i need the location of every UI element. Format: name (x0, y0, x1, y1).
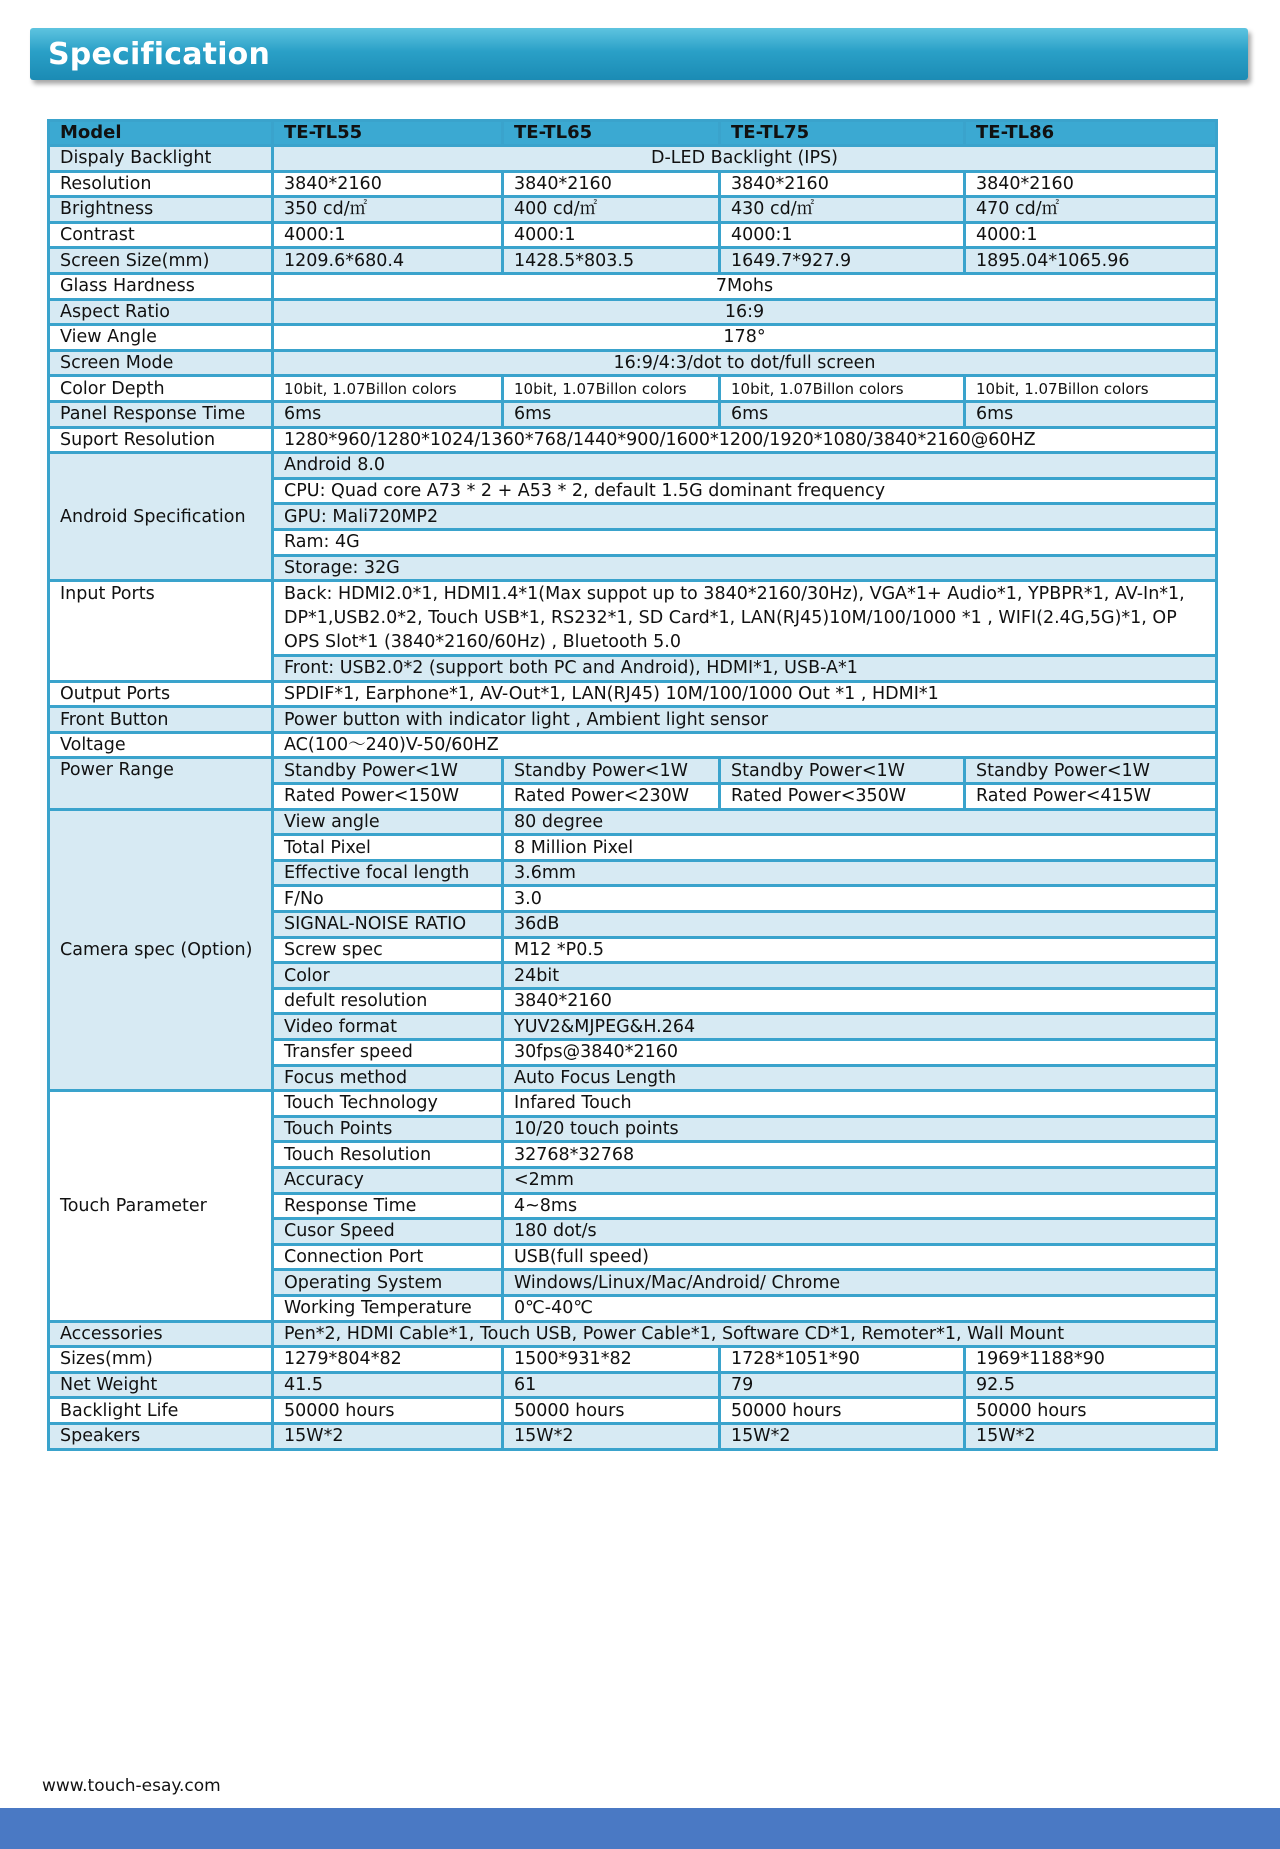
page-title: Specification (48, 37, 271, 72)
row-label: Speakers (49, 1423, 273, 1449)
cell-value: 4000:1 (720, 222, 965, 248)
table-row (49, 1372, 1217, 1398)
row-label: Aspect Ratio (49, 299, 273, 325)
cell-value: 1500*931*82 (503, 1347, 720, 1373)
camera-value: 8 Million Pixel (503, 835, 1217, 861)
table-row (49, 707, 1217, 733)
android-item: Storage: 32G (273, 555, 1217, 581)
cell-value: 10bit, 1.07Billon colors (965, 376, 1217, 402)
touch-value: <2mm (503, 1167, 1217, 1193)
row-label: Accessories (49, 1321, 273, 1347)
row-label: Contrast (49, 222, 273, 248)
camera-key: defult resolution (273, 988, 503, 1014)
row-value: AC(100～240)V-50/60HZ (273, 732, 1217, 758)
camera-key: Color (273, 963, 503, 989)
row-value: 7Mohs (273, 273, 1217, 299)
cell-value: Rated Power<350W (720, 784, 965, 810)
row-label: Screen Mode (49, 350, 273, 376)
cell-value: 15W*2 (965, 1423, 1217, 1449)
cell-value: 50000 hours (273, 1398, 503, 1424)
row-value: 1280*960/1280*1024/1360*768/1440*900/1600*1200/1920*1080/3840*2160@60HZ (273, 427, 1217, 453)
cell-value: 400 cd/㎡ (503, 197, 720, 223)
table-row (49, 581, 1217, 656)
android-item: Ram: 4G (273, 529, 1217, 555)
cell-value: 50000 hours (965, 1398, 1217, 1424)
table-row (49, 222, 1217, 248)
footer-bar (0, 1808, 1280, 1849)
camera-key: Screw spec (273, 937, 503, 963)
cell-value: 1428.5*803.5 (503, 248, 720, 274)
table-row (49, 427, 1217, 453)
cell-value: 10bit, 1.07Billon colors (720, 376, 965, 402)
row-label: Android Specification (49, 453, 273, 581)
footer-website-link[interactable]: www.touch-esay.com (42, 1776, 221, 1796)
table-row (49, 1398, 1217, 1424)
row-label: Backlight Life (49, 1398, 273, 1424)
specification-table (47, 119, 1218, 1451)
cell-value: 430 cd/㎡ (720, 197, 965, 223)
cell-value: Rated Power<230W (503, 784, 720, 810)
camera-value: 3840*2160 (503, 988, 1217, 1014)
touch-value: 180 dot/s (503, 1219, 1217, 1245)
touch-key: Touch Technology (273, 1091, 503, 1117)
cell-value: 1649.7*927.9 (720, 248, 965, 274)
cell-value: 6ms (965, 401, 1217, 427)
row-label: Camera spec (Option) (49, 809, 273, 1091)
row-value: 16:9/4:3/dot to dot/full screen (273, 350, 1217, 376)
android-item: CPU: Quad core A73 * 2 + A53 * 2, default 1.5G dominant frequency (273, 478, 1217, 504)
android-item: Android 8.0 (273, 453, 1217, 479)
cell-value: 79 (720, 1372, 965, 1398)
table-row (49, 453, 1217, 479)
row-value: D-LED Backlight (IPS) (273, 146, 1217, 172)
row-label: Front Button (49, 707, 273, 733)
cell-value: 92.5 (965, 1372, 1217, 1398)
header-model: Model (49, 121, 273, 146)
table-row (49, 146, 1217, 172)
camera-key: Transfer speed (273, 1040, 503, 1066)
row-label: Brightness (49, 197, 273, 223)
row-label: Input Ports (49, 581, 273, 682)
camera-key: Total Pixel (273, 835, 503, 861)
touch-value: 10/20 touch points (503, 1116, 1217, 1142)
table-row (49, 248, 1217, 274)
cell-value: 1209.6*680.4 (273, 248, 503, 274)
header-model-1: TE-TL55 (273, 121, 503, 146)
cell-value: 10bit, 1.07Billon colors (503, 376, 720, 402)
row-label: Panel Response Time (49, 401, 273, 427)
touch-key: Response Time (273, 1193, 503, 1219)
android-item: GPU: Mali720MP2 (273, 504, 1217, 530)
row-label: Sizes(mm) (49, 1347, 273, 1373)
touch-value: Windows/Linux/Mac/Android/ Chrome (503, 1270, 1217, 1296)
cell-value: 3840*2160 (720, 171, 965, 197)
cell-value: 50000 hours (720, 1398, 965, 1424)
row-label: Voltage (49, 732, 273, 758)
header-model-2: TE-TL65 (503, 121, 720, 146)
table-header-row (49, 121, 1217, 146)
camera-key: F/No (273, 886, 503, 912)
cell-value: Rated Power<150W (273, 784, 503, 810)
cell-value: Rated Power<415W (965, 784, 1217, 810)
table-row (49, 299, 1217, 325)
cell-value: Standby Power<1W (720, 758, 965, 784)
row-label: Suport Resolution (49, 427, 273, 453)
touch-key: Touch Resolution (273, 1142, 503, 1168)
cell-value: 1279*804*82 (273, 1347, 503, 1373)
cell-value: 4000:1 (965, 222, 1217, 248)
camera-value: 24bit (503, 963, 1217, 989)
cell-value: 6ms (720, 401, 965, 427)
cell-value: 4000:1 (273, 222, 503, 248)
touch-key: Working Temperature (273, 1295, 503, 1321)
touch-value: 4~8ms (503, 1193, 1217, 1219)
cell-value: 6ms (503, 401, 720, 427)
cell-value: 1728*1051*90 (720, 1347, 965, 1373)
table-row (49, 681, 1217, 707)
cell-value: 4000:1 (503, 222, 720, 248)
table-row (49, 197, 1217, 223)
cell-value: 1969*1188*90 (965, 1347, 1217, 1373)
table-row (49, 1423, 1217, 1449)
cell-value: 3840*2160 (273, 171, 503, 197)
camera-key: Focus method (273, 1065, 503, 1091)
row-value: SPDIF*1, Earphone*1, AV-Out*1, LAN(RJ45) 10M/100/1000 Out *1 , HDMI*1 (273, 681, 1217, 707)
cell-value: 470 cd/㎡ (965, 197, 1217, 223)
cell-value: 1895.04*1065.96 (965, 248, 1217, 274)
camera-key: Effective focal length (273, 860, 503, 886)
row-label: Power Range (49, 758, 273, 809)
row-value: Pen*2, HDMI Cable*1, Touch USB, Power Cable*1, Software CD*1, Remoter*1, Wall Mount (273, 1321, 1217, 1347)
camera-value: 30fps@3840*2160 (503, 1040, 1217, 1066)
touch-value: USB(full speed) (503, 1244, 1217, 1270)
header-model-4: TE-TL86 (965, 121, 1217, 146)
touch-key: Cusor Speed (273, 1219, 503, 1245)
row-value: 178° (273, 325, 1217, 351)
table-row (49, 401, 1217, 427)
camera-value: 3.0 (503, 886, 1217, 912)
table-row (49, 1321, 1217, 1347)
table-row (49, 325, 1217, 351)
camera-value: 3.6mm (503, 860, 1217, 886)
row-label: Resolution (49, 171, 273, 197)
camera-value: 36dB (503, 912, 1217, 938)
header-model-3: TE-TL75 (720, 121, 965, 146)
section-header-banner (30, 28, 1248, 80)
table-row (49, 1347, 1217, 1373)
input-ports-back: Back: HDMI2.0*1, HDMI1.4*1(Max suppot up to 3840*2160/30Hz), VGA*1+ Audio*1, YPBPR*1, AV-In*1, DP*1,USB2.0*2, Touch USB*1, RS232*1, SD Card*1, LAN(RJ45)10M/100/1000 *1 , WIFI(2.4G,5G)*1, OP OPS Slot*1 (3840*2160/60Hz) , Bluetooth 5.0 (273, 581, 1217, 656)
row-label: Touch Parameter (49, 1091, 273, 1321)
cell-value: Standby Power<1W (965, 758, 1217, 784)
cell-value: 15W*2 (273, 1423, 503, 1449)
cell-value: 3840*2160 (503, 171, 720, 197)
row-label: View Angle (49, 325, 273, 351)
row-label: Output Ports (49, 681, 273, 707)
row-label: Net Weight (49, 1372, 273, 1398)
touch-value: 0℃-40℃ (503, 1295, 1217, 1321)
cell-value: Standby Power<1W (273, 758, 503, 784)
table-row (49, 1091, 1217, 1117)
table-row (49, 350, 1217, 376)
camera-value: YUV2&MJPEG&H.264 (503, 1014, 1217, 1040)
touch-key: Touch Points (273, 1116, 503, 1142)
cell-value: 15W*2 (720, 1423, 965, 1449)
row-label: Dispaly Backlight (49, 146, 273, 172)
cell-value: 3840*2160 (965, 171, 1217, 197)
camera-key: SIGNAL-NOISE RATIO (273, 912, 503, 938)
table-row (49, 732, 1217, 758)
cell-value: 15W*2 (503, 1423, 720, 1449)
row-value: 16:9 (273, 299, 1217, 325)
table-row (49, 171, 1217, 197)
table-row (49, 758, 1217, 784)
cell-value: 50000 hours (503, 1398, 720, 1424)
cell-value: 41.5 (273, 1372, 503, 1398)
input-ports-front: Front: USB2.0*2 (support both PC and Android), HDMI*1, USB-A*1 (273, 656, 1217, 682)
cell-value: 10bit, 1.07Billon colors (273, 376, 503, 402)
camera-value: Auto Focus Length (503, 1065, 1217, 1091)
row-label: Glass Hardness (49, 273, 273, 299)
touch-key: Operating System (273, 1270, 503, 1296)
table-row (49, 376, 1217, 402)
touch-key: Connection Port (273, 1244, 503, 1270)
table-row (49, 273, 1217, 299)
camera-key: Video format (273, 1014, 503, 1040)
touch-value: Infared Touch (503, 1091, 1217, 1117)
table-row (49, 809, 1217, 835)
row-label: Screen Size(mm) (49, 248, 273, 274)
camera-value: M12 *P0.5 (503, 937, 1217, 963)
camera-value: 80 degree (503, 809, 1217, 835)
cell-value: 350 cd/㎡ (273, 197, 503, 223)
touch-value: 32768*32768 (503, 1142, 1217, 1168)
touch-key: Accuracy (273, 1167, 503, 1193)
cell-value: 6ms (273, 401, 503, 427)
row-value: Power button with indicator light , Ambient light sensor (273, 707, 1217, 733)
camera-key: View angle (273, 809, 503, 835)
cell-value: 61 (503, 1372, 720, 1398)
row-label: Color Depth (49, 376, 273, 402)
cell-value: Standby Power<1W (503, 758, 720, 784)
